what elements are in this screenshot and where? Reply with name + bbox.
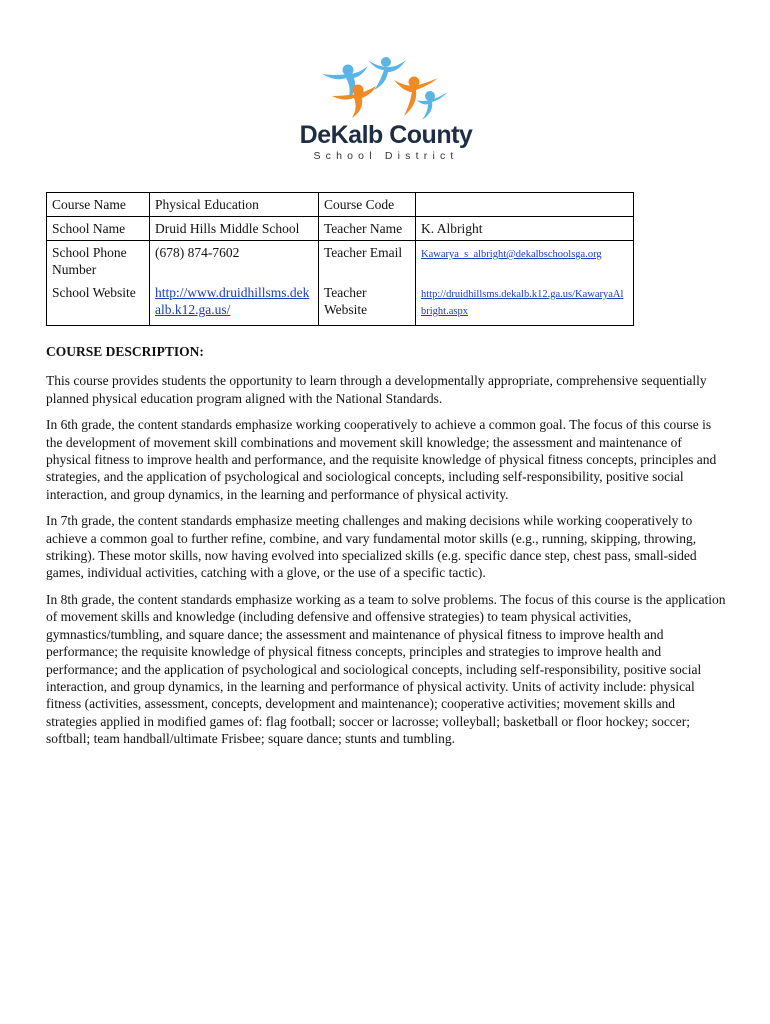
school-website-cell [150,281,319,326]
course-code-label: Course Code [319,193,416,217]
school-phone-value: (678) 874-7602 [150,241,319,282]
teacher-email-link[interactable]: Kawarya_s_albright@dekalbschoolsga.org [421,249,602,260]
teacher-name-label: Teacher Name [319,217,416,241]
description-heading: COURSE DESCRIPTION: [46,344,204,359]
teacher-email-cell [416,241,634,282]
logo-subtitle: School District [313,150,459,162]
school-phone-label: School Phone Number [47,241,150,282]
course-name-value: Physical Education [150,193,319,217]
logo-title: DeKalb County [299,121,473,149]
course-info-table [46,192,634,326]
district-logo [296,56,476,164]
school-website-link[interactable]: http://www.druidhillsms.dekalb.k12.ga.us/ [155,285,310,317]
course-code-value [416,193,634,217]
course-name-label: Course Name [47,193,150,217]
school-name-label: School Name [47,217,150,241]
description-grade-6: In 6th grade, the content standards emphasize working cooperatively to achieve a common goal. The focus of this course is the development of movement skill combinations and movement skill knowledge; the assessment and maintenance of physical fitness to improve health and performance, and the requisite knowledge of physical fitness concepts, principles and strategies, and the application of psychological and sociological concepts, including self-responsibility, positive social interaction, and group dynamics, in the learning and performance of physical activity. [46,417,717,502]
teacher-website-label: Teacher Website [319,281,416,326]
school-website-label: School Website [47,281,150,326]
description-grade-8: In 8th grade, the content standards emphasize working as a team to solve problems. The focus of this course is the application of movement skills and knowledge (including defensive and offensive strategies) to team physical activities, gymnastics/tumbling, and square dance; the assessment and maintenance of physical fitness to improve health and performance; the requisite knowledge of physical fitness concepts, principles and strategies to improve health and performance; and the application of psychological and sociological concepts, including self-responsibility, positive social interaction, and group dynamics, in the learning and performance of physical activity. Units of activity include: physical fitness (activities, assessment, concepts, development and maintenance); cooperative activities; movement skills and strategies applied in modified games of: flag football; soccer or lacrosse; volleyball; basketball or floor hockey; soccer; softball; team handball/ultimate Frisbee; square dance; stunts and tumbling. [46,591,726,747]
description-grade-7: In 7th grade, the content standards emphasize meeting challenges and making decisions while working cooperatively to achieve a common goal to further refine, combine, and vary fundamental motor skills (e.g., running, skipping, throwing, striking). These motor skills, now having evolved into specialized skills (e.g. specific dance step, chest pass, small-sided games, individual activities, catching with a glove, or the use of a specific tactic). [46,513,697,581]
figures-icon [318,56,454,122]
school-name-value: Druid Hills Middle School [150,217,319,241]
description-intro: This course provides students the opportunity to learn through a developmentally appropriate, comprehensive sequentially planned physical education program aligned with the National Standards. [46,373,707,406]
teacher-email-label: Teacher Email [319,241,416,282]
course-description [46,343,726,757]
teacher-website-cell [416,281,634,326]
teacher-name-value: K. Albright [416,217,634,241]
teacher-website-link[interactable]: http://druidhillsms.dekalb.k12.ga.us/KawaryaAlbright.aspx [421,289,624,317]
